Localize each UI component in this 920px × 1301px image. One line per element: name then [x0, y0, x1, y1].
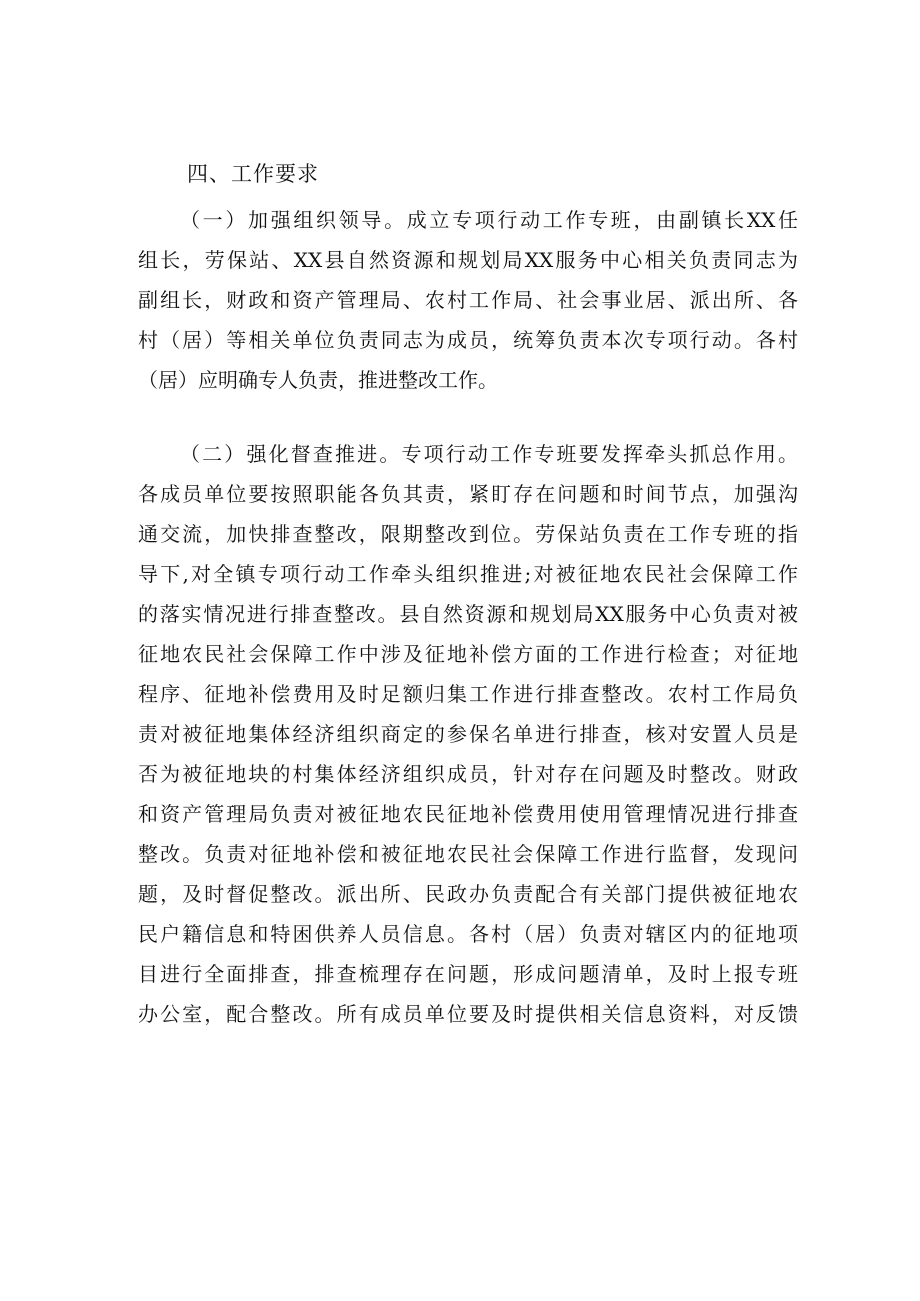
- paragraph-supervision: [138, 434, 798, 1034]
- paragraph-line: 组长，劳保站、XX县自然资源和规划局XX服务中心相关负责同志为: [138, 248, 798, 272]
- paragraph-line: 否为被征地块的村集体经济组织成员，针对存在问题及时整改。财政: [138, 762, 798, 786]
- section-heading: 四、工作要求: [187, 162, 319, 186]
- paragraph-line: 责对被征地集体经济组织商定的参保名单进行排查，核对安置人员是: [138, 722, 798, 746]
- paragraph-line: 通交流，加快排查整改，限期整改到位。劳保站负责在工作专班的指: [138, 522, 798, 546]
- paragraph-line: 民户籍信息和特困供养人员信息。各村（居）负责对辖区内的征地项: [138, 922, 798, 946]
- paragraph-line: （居）应明确专人负责，推进整改工作。: [138, 368, 498, 392]
- paragraph-line: 目进行全面排查，排查梳理存在问题，形成问题清单，及时上报专班: [138, 962, 798, 986]
- paragraph-line: 副组长，财政和资产管理局、农村工作局、社会事业居、派出所、各: [138, 288, 798, 312]
- paragraph-line: 题，及时督促整改。派出所、民政办负责配合有关部门提供被征地农: [138, 882, 798, 906]
- paragraph-line: （二）强化督查推进。专项行动工作专班要发挥牵头抓总作用。: [180, 442, 798, 466]
- paragraph-line: 各成员单位要按照职能各负其责，紧盯存在问题和时间节点，加强沟: [138, 482, 798, 506]
- paragraph-line: 和资产管理局负责对被征地农民征地补偿费用使用管理情况进行排查: [138, 802, 798, 826]
- paragraph-line: 程序、征地补偿费用及时足额归集工作进行排查整改。农村工作局负: [138, 682, 798, 706]
- paragraph-line: （一）加强组织领导。成立专项行动工作专班，由副镇长XX任: [180, 208, 798, 232]
- paragraph-line: 征地农民社会保障工作中涉及征地补偿方面的工作进行检查；对征地: [138, 642, 798, 666]
- paragraph-line: 村（居）等相关单位负责同志为成员，统筹负责本次专项行动。各村: [138, 328, 798, 352]
- paragraph-organization-leadership: [138, 200, 798, 400]
- paragraph-line: 导下,对全镇专项行动工作牵头组织推进;对被征地农民社会保障工作: [138, 562, 798, 586]
- paragraph-line: 办公室，配合整改。所有成员单位要及时提供相关信息资料，对反馈: [138, 1002, 798, 1026]
- paragraph-line: 整改。负责对征地补偿和被征地农民社会保障工作进行监督，发现问: [138, 842, 798, 866]
- paragraph-line: 的落实情况进行排查整改。县自然资源和规划局XX服务中心负责对被: [138, 602, 798, 626]
